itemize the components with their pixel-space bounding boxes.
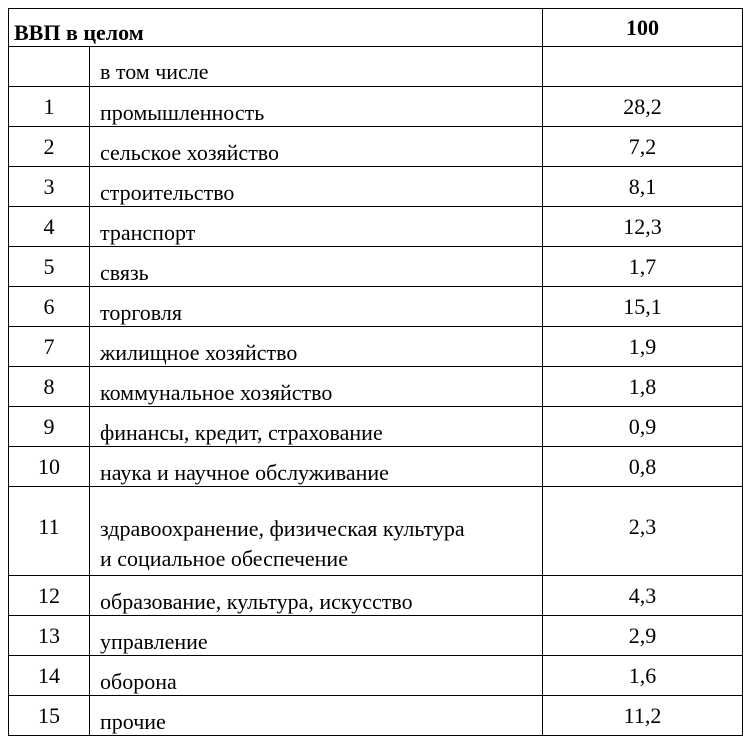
- row-number: 11: [9, 487, 90, 576]
- table-row: [9, 367, 743, 407]
- row-sector-name: связь: [90, 247, 543, 287]
- table-row: [9, 87, 743, 127]
- table-row: [9, 407, 743, 447]
- row-number: 14: [9, 656, 90, 696]
- row-sector-name: транспорт: [90, 207, 543, 247]
- table-row: [9, 287, 743, 327]
- row-sector-name: строительство: [90, 167, 543, 207]
- row-value: 1,7: [543, 247, 743, 287]
- table-row: [9, 247, 743, 287]
- row-value: 15,1: [543, 287, 743, 327]
- row-sector-name: промышленность: [90, 87, 543, 127]
- row-value: 4,3: [543, 576, 743, 616]
- table-row: [9, 616, 743, 656]
- row-number: 4: [9, 207, 90, 247]
- row-value: 7,2: [543, 127, 743, 167]
- row-value: 12,3: [543, 207, 743, 247]
- table-header-row: [9, 9, 743, 47]
- row-value: 28,2: [543, 87, 743, 127]
- table-row: [9, 656, 743, 696]
- row-sector-name-line1: здравоохранение, физическая культура: [100, 516, 465, 541]
- row-value: 1,6: [543, 656, 743, 696]
- row-sector-name: образование, культура, искусство: [90, 576, 543, 616]
- row-value: 1,9: [543, 327, 743, 367]
- row-number: 10: [9, 447, 90, 487]
- row-sector-name: наука и научное обслуживание: [90, 447, 543, 487]
- row-value: 2,3: [543, 487, 743, 576]
- row-value: [543, 47, 743, 87]
- row-sector-name: торговля: [90, 287, 543, 327]
- table-row: [9, 487, 743, 576]
- table-row: [9, 327, 743, 367]
- row-sector-name-line2: и социальное обеспечение: [100, 546, 348, 571]
- row-value: 1,8: [543, 367, 743, 407]
- row-value: 2,9: [543, 616, 743, 656]
- row-number: 6: [9, 287, 90, 327]
- row-sector-name: прочие: [90, 696, 543, 736]
- row-sector-name: [90, 487, 543, 576]
- row-number: 5: [9, 247, 90, 287]
- row-number: 9: [9, 407, 90, 447]
- row-number: 15: [9, 696, 90, 736]
- row-sector-name: оборона: [90, 656, 543, 696]
- row-value: 0,9: [543, 407, 743, 447]
- gdp-structure-table: [8, 8, 743, 736]
- table-subheader-row: [9, 47, 743, 87]
- row-sector-name: сельское хозяйство: [90, 127, 543, 167]
- row-number: [9, 47, 90, 87]
- row-value: 8,1: [543, 167, 743, 207]
- table-row: [9, 207, 743, 247]
- row-number: 2: [9, 127, 90, 167]
- row-value: 11,2: [543, 696, 743, 736]
- row-sector-name: управление: [90, 616, 543, 656]
- row-number: 3: [9, 167, 90, 207]
- table-row: [9, 127, 743, 167]
- gdp-total-label: ВВП в целом: [9, 9, 543, 47]
- table-row: [9, 576, 743, 616]
- table-row: [9, 167, 743, 207]
- row-number: 12: [9, 576, 90, 616]
- row-number: 7: [9, 327, 90, 367]
- table-row: [9, 447, 743, 487]
- row-sector-name: коммунальное хозяйство: [90, 367, 543, 407]
- row-sector-name: финансы, кредит, страхование: [90, 407, 543, 447]
- row-sector-name: жилищное хозяйство: [90, 327, 543, 367]
- row-number: 13: [9, 616, 90, 656]
- row-number: 8: [9, 367, 90, 407]
- row-value: 0,8: [543, 447, 743, 487]
- including-label: в том числе: [90, 47, 543, 87]
- table-row: [9, 696, 743, 736]
- gdp-total-value: 100: [543, 9, 743, 47]
- row-number: 1: [9, 87, 90, 127]
